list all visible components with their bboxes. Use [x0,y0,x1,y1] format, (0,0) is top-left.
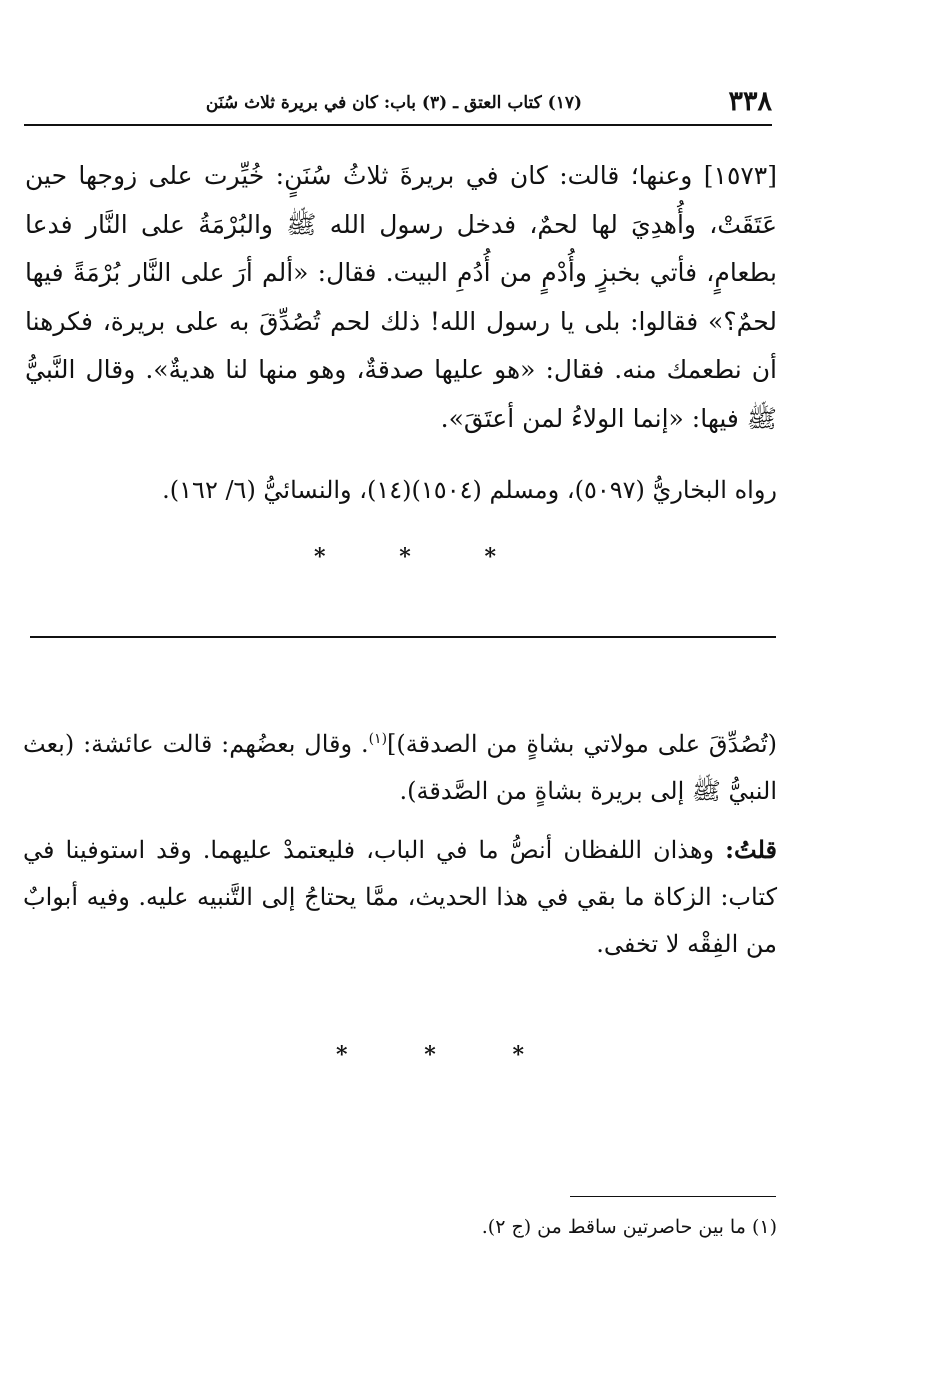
separator-star: * [484,544,496,570]
footnote-text: ما بين حاصرتين ساقط من (ج ٢). [481,1216,746,1238]
commentary-lead: قلتُ: [725,835,777,864]
commentary-paragraph-1 [23,716,777,815]
page-number: ٣٣٨ [728,86,772,117]
footnote [482,1212,777,1242]
commentary-text: وهذان اللفظان أنصُّ ما في الباب، فليعتمدْ عليهما. وقد استوفينا في كتاب: الزكاة ما بقي في هذا الحديث، ممَّا يحتاجُ إلى التَّنبيه عليه. وفيه أبوابٌ من الفِقْه لا تخفى. [23,836,777,958]
hadith-number: [١٥٧٣] [703,161,777,190]
hadith-text: وعنها؛ قالت: كان في بريرةَ ثلاثُ سُنَنٍ: خُيِّرت على زوجها حين عَتَقَتْ، وأُهدِيَ لها لحمٌ، فدخل رسول الله ﷺ والبُرْمَةُ على النَّار فدعا بطعامٍ، فأتي بخبزٍ وأُدْمٍ من أُدُمِ البيت. فقال: «ألم أرَ على النَّار بُرْمَةً فيها لحمٌ؟» فقالوا: بلى يا رسول الله! ذلك لحم تُصُدِّقَ به على بريرة، فكرهنا أن نطعمك منه. فقال: «هو عليها صدقةٌ، وهو منها لنا هديةٌ». وقال النَّبيُّ ﷺ فيها: «إنما الولاءُ لمن أعتَقَ». [25,161,777,433]
footnote-number: (١) [751,1216,777,1238]
separator-star: * [314,544,326,570]
hadith-paragraph [25,152,777,443]
separator-star: * [399,544,411,570]
commentary-quote: (تُصُدِّقَ على مولاتي بشاةٍ من الصدقة)] [387,730,777,758]
section-separator-top [314,544,496,570]
commentary-paragraph-2 [23,826,777,968]
section-separator-bottom [336,1042,524,1068]
commentary-rest: . وقال بعضُهم: قالت عائشة: (بعث النبيُّ ﷺ إلى بريرة بشاةٍ من الصَّدقة). [23,730,777,805]
separator-star: * [512,1042,524,1068]
source-citation: رواه البخاريُّ (٥٠٩٧)، ومسلم (١٥٠٤)(١٤)، والنسائيُّ (٦/ ١٦٢). [162,476,777,504]
section-divider [30,636,776,638]
separator-star: * [336,1042,348,1068]
running-head: (١٧) كتاب العتق ـ (٣) باب: كان في بريرة ثلاث سُنَن [205,93,582,113]
page-header [24,84,772,126]
footnote-marker: (١) [368,731,388,747]
footnote-rule [570,1196,776,1197]
separator-star: * [424,1042,436,1068]
